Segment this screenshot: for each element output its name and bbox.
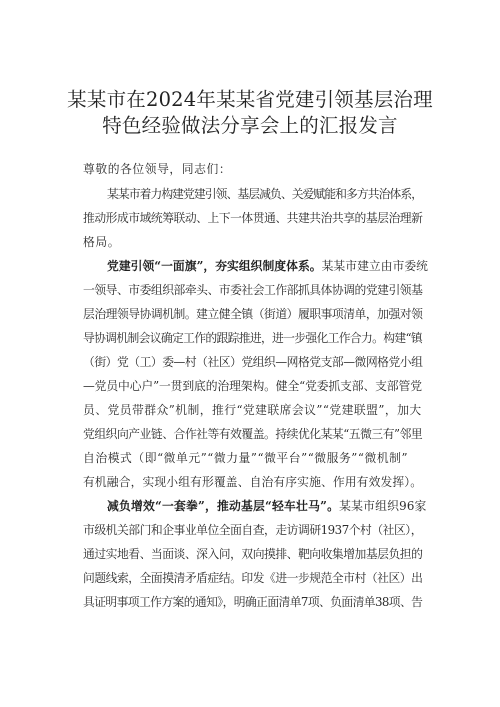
intro-line: 格局。 — [83, 235, 121, 249]
section1-line: （街）党（工）委—村（社区）党组织—网格党支部—微网格党小组 — [83, 355, 423, 369]
salutation: 尊敬的各位领导，同志们： — [83, 162, 232, 176]
intro-line: 推动形成市域统筹联动、上下一体贯通、共建共治共享的基层治理新 — [83, 211, 423, 225]
section1-line: 自治模式（即“微单元”“微力量”“微平台”“微服务”“微机制” — [83, 451, 409, 465]
intro-line: 某某市着力构建党建引领、基层减负、关爱赋能和多方共治体系， — [107, 187, 423, 201]
section2-line: 市级机关部门和企事业单位全面自查，走访调研1937个村（社区）， — [83, 523, 423, 537]
section1-line: 一领导、市委组织部牵头、市委社会工作部抓具体协调的党建引领基 — [83, 283, 423, 297]
section2-first-line — [107, 499, 427, 513]
section2-line: 具证明事项工作方案的通知》，明确正面清单7项、负面清单38项、告 — [83, 595, 423, 609]
section1-line: 有机融合，实现小组有形覆盖、自治有序实施、作用有效发挥）。 — [83, 475, 423, 489]
section1-line: 导协调机制会议确定工作的跟踪推进，进一步强化工作合力。构建“镇 — [83, 331, 422, 345]
section1-heading: 党建引领“一面旗”，夯实组织制度体系。 — [107, 259, 322, 273]
section1-line: —党员中心户”一贯到底的治理架构。健全“党委抓支部、支部管党 — [83, 379, 422, 393]
section1-line: 党组织向产业链、合作社等有效覆盖。持续优化某某“五微三有”邻里 — [83, 427, 423, 441]
document-title-line2: 特色经验做法分享会上的汇报发言 — [102, 114, 398, 137]
section1-text: 某某市建立由市委统 — [321, 259, 429, 273]
section1-line: 层治理领导协调机制。建立健全镇（街道）履职事项清单，加强对领 — [83, 307, 423, 321]
section1-first-line — [107, 259, 428, 273]
section2-heading: 减负增效“一套拳”，推动基层“轻车壮马”。 — [107, 499, 340, 513]
document-title-line1: 某某市在2024年某某省党建引领基层治理 — [67, 88, 433, 111]
section2-text: 某某市组织96家 — [339, 499, 427, 513]
section1-line: 员、党员带群众”机制，推行“党建联席会议”“党建联盟”，加大 — [83, 403, 422, 417]
section2-line: 问题线索，全面摸清矛盾症结。印发《进一步规范全市村（社区）出 — [83, 571, 423, 585]
section2-line: 通过实地看、当面谈、深入问，双向摸排、靶向收集增加基层负担的 — [83, 547, 423, 561]
